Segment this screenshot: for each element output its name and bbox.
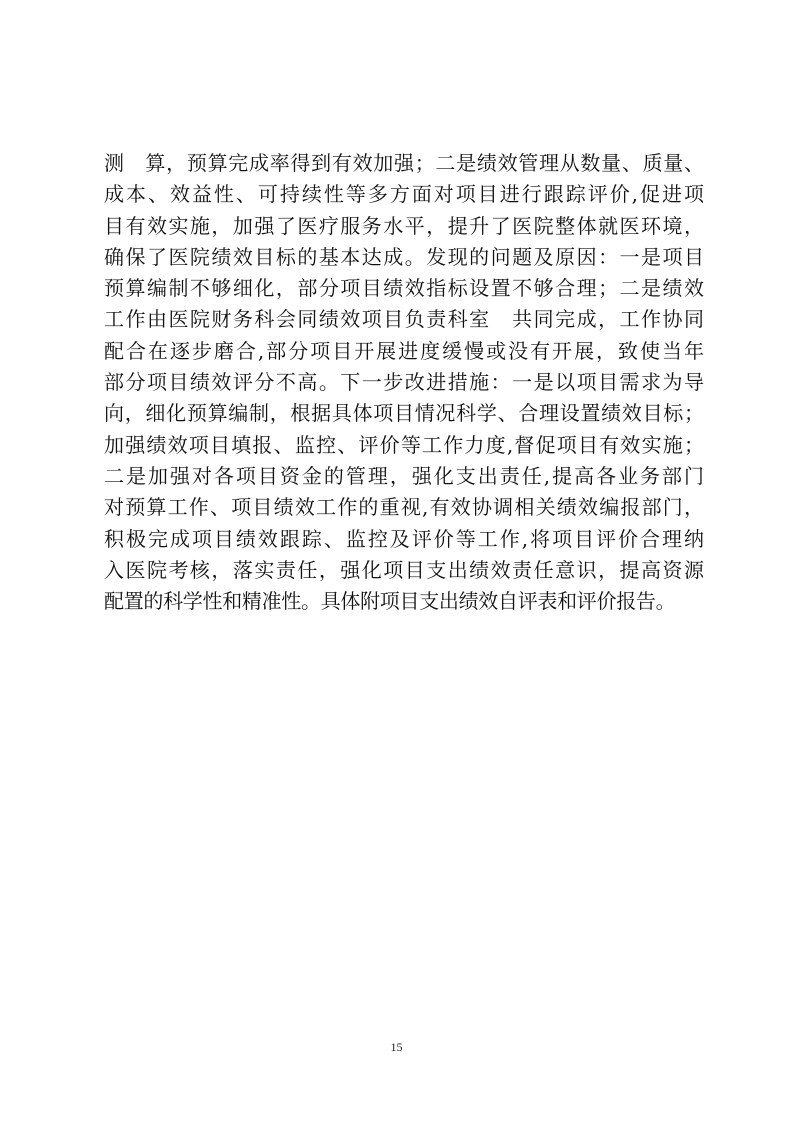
text-line: 目有效实施，加强了医疗服务水平，提升了医院整体就医环境， [104, 213, 704, 238]
body-paragraph [104, 148, 704, 617]
text-line: 入医院考核，落实责任，强化项目支出绩效责任意识，提高资源 [104, 557, 704, 582]
text-line: 加强绩效项目填报、监控、评价等工作力度,督促项目有效实施； [104, 432, 704, 457]
text-line: 积极完成项目绩效跟踪、监控及评价等工作,将项目评价合理纳 [104, 526, 704, 551]
text-line: 工作由医院财务科会同绩效项目负责科室 共同完成，工作协同 [104, 307, 704, 332]
text-line: 成本、效益性、可持续性等多方面对项目进行跟踪评价,促进项 [104, 182, 704, 207]
text-line: 配合在逐步磨合,部分项目开展进度缓慢或没有开展，致使当年 [104, 338, 704, 363]
text-line: 测 算，预算完成率得到有效加强；二是绩效管理从数量、质量、 [104, 151, 704, 175]
page-number: 15 [390, 1040, 403, 1054]
text-line: 预算编制不够细化，部分项目绩效指标设置不够合理；二是绩效 [104, 276, 704, 301]
text-line: 部分项目绩效评分不高。下一步改进措施：一是以项目需求为导 [104, 370, 704, 395]
text-line: 二是加强对各项目资金的管理，强化支出责任,提高各业务部门 [104, 463, 704, 488]
text-line: 对预算工作、项目绩效工作的重视,有效协调相关绩效编报部门， [104, 495, 704, 520]
text-line: 确保了医院绩效目标的基本达成。发现的问题及原因：一是项目 [104, 244, 704, 269]
text-line: 配置的科学性和精准性。具体附项目支出绩效自评表和评价报告。 [104, 589, 676, 614]
text-line: 向，细化预算编制，根据具体项目情况科学、合理设置绩效目标； [104, 401, 704, 426]
